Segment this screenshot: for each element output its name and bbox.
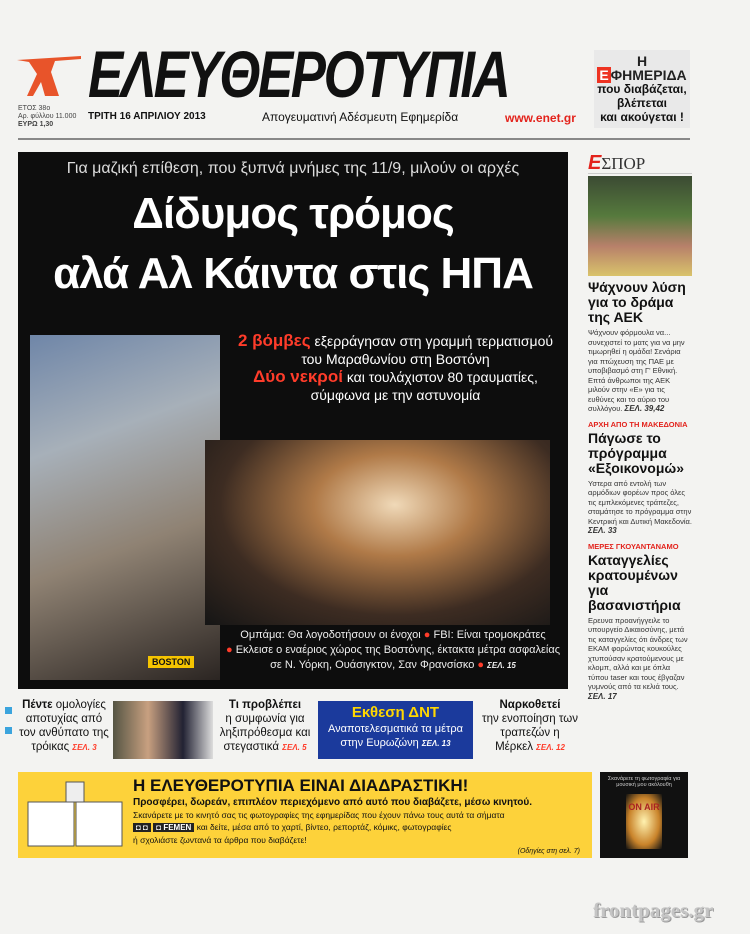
divider (18, 138, 690, 140)
issue-meta: ΕΤΟΣ 38ο Αρ. φύλλου 11.000 ΕΥΡΩ 1,30 (18, 105, 77, 128)
lead-story (18, 152, 568, 689)
story-title: Πάγωσε το πρόγραμμα «Εξοικονομώ» (588, 429, 685, 476)
teaser: Ναρκοθετεί την ενοποίηση των τραπεζών η Μέρκελ ΣΕΛ. 12 (482, 699, 578, 753)
promo-box: Η Ε ΦΗΜΕΡΙΔΑ που διαβάζεται, βλέπεται και ακούγεται ! (594, 50, 690, 128)
interactive-banner (18, 772, 592, 858)
marker (5, 707, 12, 714)
banner-text: Σκανάρετε με το κινητό σας τις φωτογραφίες της εφημερίδας που έχουν πάνω τους αυτά τα σήματα (133, 810, 505, 820)
story-text: Ερευνα προανήγγειλε το υπουργείο Δικαιοσύνης, μετά τις καταγγελίες ότι άνδρες των ΕΚΑΜ φορώντας κουκούλες χτυπούσαν κρατούμενους με κλομπ, αλλά και με όπλα τύπου taser και τους έβγαζαν γυμνούς από τα κελιά τους. ΣΕΛ. 17 (588, 615, 688, 701)
officials-photo (113, 701, 213, 759)
teaser: Πέντε ομολογίες αποτυχίας από τον ανθύπατο της τρόικας ΣΕΛ. 3 (19, 699, 109, 753)
marker (5, 727, 12, 734)
masthead-title: ΕΛΕΥΘΕΡΟΤΥΠΙΑ (88, 37, 509, 111)
website-link[interactable]: www.enet.gr (505, 111, 576, 125)
story-kicker: ΑΡΧΗ ΑΠΟ ΤΗ ΜΑΚΕΔΟΝΙΑ (588, 419, 688, 429)
lead-bullets: Ομπάμα: Θα λογοδοτήσουν οι ένοχοι ● FBI: Είναι τρομοκράτες ● Εκλεισε ο εναέριος χώρος της Βοστόνης, έκτακτα μέτρα ασφαλείας σε Ν. Υόρκη, Ουάσιγκτον, Σαν Φρανσίσκο ● ΣΕΛ. 15 (226, 629, 560, 671)
book-phone-icon (26, 780, 126, 850)
banner-subtitle: Προσφέρει, δωρεάν, επιπλέον περιεχόμενο από αυτό που διαβάζετε, μέσω κινητού. (133, 797, 532, 808)
banner-note: (Οδηγίες στη σελ. 7) (517, 848, 580, 855)
logo-figure-icon (15, 52, 85, 98)
story-title: Ψάχνουν λύση για το δράμα της ΑΕΚ (588, 279, 686, 325)
lead-headline: Δίδυμος τρόμος (132, 189, 454, 238)
lead-deck: 2 βόμβες εξερράγησαν στη γραμμή τερματισμού του Μαραθωνίου στη Βοστόνη Δύο νεκροί και τουλάχιστον 80 τραυματίες, σύμφωνα με την αστυνομία (237, 331, 554, 403)
teaser: Τι προβλέπει η συμφωνία για ληξιπρόθεσμα και στεγαστικά ΣΕΛ. 5 (219, 699, 311, 753)
teaser-strip (18, 698, 583, 766)
banner-text: ή σχολιάστε ζωντανά τα άρθρα που διαβάζετε! (133, 835, 307, 845)
explosion-photo (205, 440, 550, 625)
photo-tag: BOSTON (148, 656, 194, 668)
issue-date: ΤΡΙΤΗ 16 ΑΠΡΙΛΙΟΥ 2013 (88, 111, 206, 122)
lead-kicker: Για μαζική επίθεση, που ξυπνά μνήμες της 11/9, μιλούν οι αρχές (66, 160, 520, 177)
story-text: Ψάχνουν φόρμουλα να... συνεχιστεί το ματς για να μην τιμωρηθεί η ομάδα! Σενάρια για πτώχευση της ΠΑΕ με υποβιβασμό στη Γ' Εθνική. Επτά άνθρωποι της ΑΕΚ μιλούν στην «Ε» για τις ευθύνες και το αύριο του συλλόγου. ΣΕΛ. 39,42 (588, 328, 685, 413)
on-air-ad: Σκανάρετε τη φωτογραφία για μουσική μου ακόλουθη ON AIR (600, 772, 688, 858)
aek-photo (588, 176, 692, 276)
sports-sidebar (588, 152, 692, 701)
teaser-imf: Εκθεση ΔΝΤ Αναποτελεσματικά τα μέτρα στην Ευρωζώνη ΣΕΛ. 13 (318, 701, 473, 759)
tagline: Απογευματινή Αδέσμευτη Εφημερίδα (262, 110, 459, 124)
marathon-photo (30, 335, 220, 680)
watermark: frontpages.gr (593, 898, 714, 922)
story-kicker: ΜΕΡΕΣ ΓΚΟΥΑΝΤΑΝΑΜΟ (588, 541, 679, 551)
lead-headline-2: αλά Αλ Κάιντα στις ΗΠΑ (53, 249, 533, 298)
banner-title: Η ΕΛΕΥΘΕΡΟΤΥΠΙΑ ΕΙΝΑΙ ΔΙΑΔΡΑΣΤΙΚΗ! (133, 776, 469, 795)
story-text: Υστερα από εντολή των αρμόδιων φορέων προς όλες τις εμπλεκόμενες τράπεζες, σταμάτησε το πρόγραμμα στην Κεντρική και Δυτική Μακεδονία. ΣΕΛ. 33 (588, 478, 692, 535)
story-title: Καταγγελίες κρατουμένων για βασανιστήρια (588, 551, 681, 613)
section-header: ΕΣΠΟΡ (588, 152, 692, 174)
banner-text: ◘ ◘ ◘ FEMEN και δείτε, μέσα από το χαρτί, βίντεο, ρεπορτάζ, κόμικς, φωτογραφίες (133, 821, 588, 834)
